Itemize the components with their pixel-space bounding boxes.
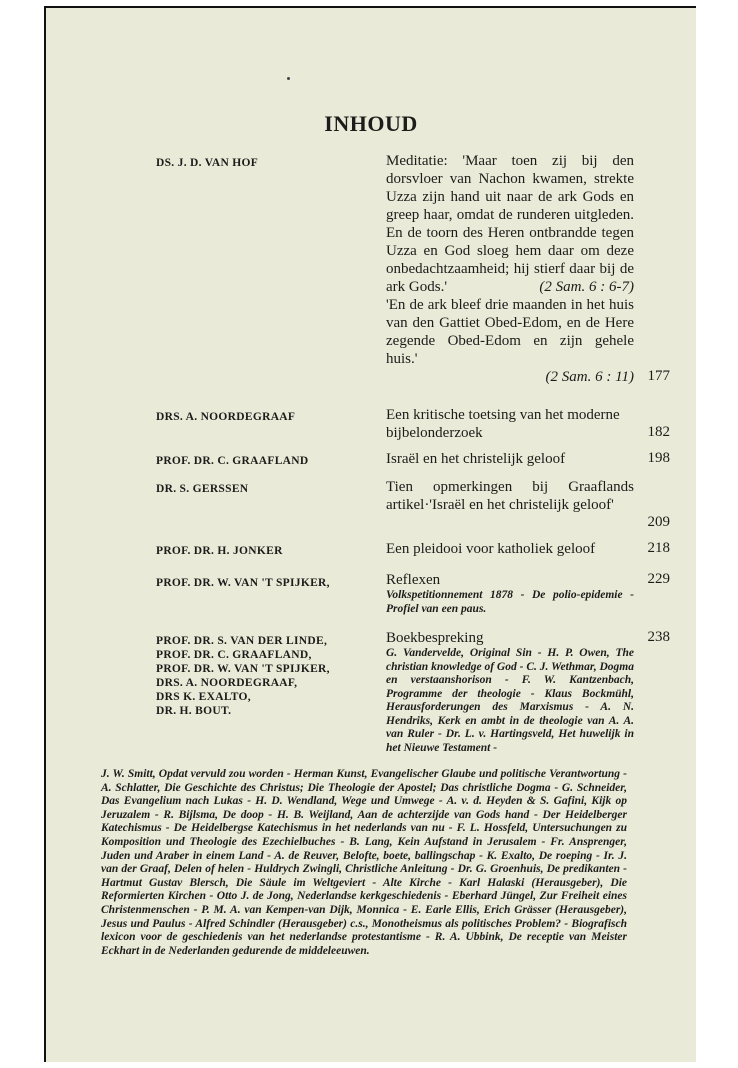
document-page xyxy=(44,6,696,1062)
author-name: PROF. DR. S. VAN DER LINDE, xyxy=(156,635,328,647)
entry-title: Reflexen xyxy=(386,572,441,588)
author-name: PROF. DR. W. VAN 'T SPIJKER, xyxy=(156,577,330,589)
entry-reference: (2 Sam. 6 : 11) xyxy=(545,369,634,385)
entry-block xyxy=(386,571,634,616)
entry-title: Een kritische toetsing van het moderne bijbelonderzoek xyxy=(386,407,620,441)
author-name: DRS. A. NOORDEGRAAF, xyxy=(156,677,298,689)
entry-author xyxy=(156,156,386,170)
author-name: DR. S. GERSSEN xyxy=(156,483,249,495)
entry-subtitle: G. Vandervelde, Original Sin - H. P. Owen, The christian knowledge of God - C. J. Wethmar, Dogma en verstaanshorison - F. W. Kantzenbach, Programme der theologie - Klaus Bockmühl, Herausforderungen des Marxismus - A. N. Hendriks, Kerk en ambt in de theologie van A. A. van Ruler - Dr. L. v. Hartingsveld, Het huwelijk in het Nieuwe Testament - xyxy=(386,647,634,754)
author-name: PROF. DR. H. JONKER xyxy=(156,545,283,557)
entry-title: Israël en het christelijk geloof xyxy=(386,451,566,467)
entry-authors xyxy=(156,634,386,718)
page-number: 177 xyxy=(647,368,670,384)
entry-author xyxy=(156,544,386,558)
page-number: 238 xyxy=(647,629,670,645)
entry-author xyxy=(156,454,386,468)
entry-reference: (2 Sam. 6 : 6-7) xyxy=(539,279,634,295)
entry-author xyxy=(156,482,386,496)
entry-title: Tien opmerkingen bij Graaflands artikel·'Israël en het christelijk geloof' xyxy=(386,479,634,513)
entry-title: Een pleidooi voor katholiek geloof xyxy=(386,541,596,557)
page-title: INHOUD xyxy=(324,111,418,136)
page-number: 182 xyxy=(647,424,670,440)
book-review-continuation: J. W. Smitt, Opdat vervuld zou worden - Herman Kunst, Evangelischer Glaube und politische Verantwortung - A. Schlatter, Die Geschichte des Christus; Die Theologie der Apostel; Das christliche Dogma - G. Schneider, Das Evangelium nach Lukas - H. D. Wendland, Wege und Umwege - A. v. d. Heyden & S. Gafini, Kijk op Jeruzalem - R. Bijlsma, De doop - H. B. Weijland, Aan de achterzijde van Gods hand - Der Heidelberger Katechismus - De Heidelbergse Katechismus in het nederlands van nu - F. L. Hossfeld, Untersuchungen zu Komposition und Theologie des Ezechielbuches - B. Lang, Kein Aufstand in Jerusalem - Fr. Ansprenger, Juden und Araber in einem Land - A. de Reuver, Belofte, boete, ballingschap - K. Exalto, De roeping - Ir. J. van der Graaf, Delen of helen - Huldrych Zwingli, Christliche Anleitung - Dr. G. Groenhuis, De predikanten - Hartmut Gustav Blersch, Die Säule im Weltgeviert - Alte Kirche - Karl Halaski (Herausgeber), Die Reformierten Kirchen - Otto J. de Jong, Nederlandse kerkgeschiedenis - Eberhard Jüngel, Zur Freiheit eines Christenmenschen - P. M. A. van Kempen-van Dijk, Monnica - E. Earle Ellis, Erich Grässer (Herausgeber), Jesus und Paulus - Alfred Schindler (Herausgeber) c.s., Monotheismus als politisches Problem? - Biografisch lexicon voor de geschiedenis van het nederlandse protestantisme - R. A. Ubbink, De receptie van Meister Eckhart in de Nederlanden gedurende de middeleeuwen. xyxy=(101,768,627,957)
entry-subtitle: Volkspetitionnement 1878 - De polio-epidemie - Profiel van een paus. xyxy=(386,589,634,615)
author-name: DS. J. D. VAN HOF xyxy=(156,157,259,169)
entry-block xyxy=(386,629,634,755)
speck-mark xyxy=(287,77,290,80)
entry-title xyxy=(386,152,634,386)
entry-author xyxy=(156,576,386,590)
entry-text: Meditatie: 'Maar toen zij bij den dorsvloer van Nachon kwamen, strekte Uzza zijn hand uit naar de ark Gods en greep haar, omdat de runderen uitgleden. En de toorn des Heren ontbrandde tegen Uzza en God sloeg hem daar om deze onbedachtzaamheid; hij stierf daar bij de ark Gods.' xyxy=(386,153,634,295)
entry-author xyxy=(156,410,386,424)
entry-text-continued: 'En de ark bleef drie maanden in het huis van den Gattiet Obed-Edom, en de Here zegende Obed-Edom en zijn gehele huis.' xyxy=(386,297,634,367)
page-number: 229 xyxy=(647,571,670,587)
author-name: PROF. DR. W. VAN 'T SPIJKER, xyxy=(156,663,330,675)
author-name: DR. H. BOUT. xyxy=(156,705,232,717)
author-name: DRS. A. NOORDEGRAAF xyxy=(156,411,296,423)
author-name: DRS K. EXALTO, xyxy=(156,691,251,703)
page-number: 209 xyxy=(647,514,670,530)
page-number: 198 xyxy=(647,450,670,466)
page-number: 218 xyxy=(647,540,670,556)
entry-title: Boekbespreking xyxy=(386,630,484,646)
author-name: PROF. DR. C. GRAAFLAND, xyxy=(156,649,312,661)
author-name: PROF. DR. C. GRAAFLAND xyxy=(156,455,309,467)
